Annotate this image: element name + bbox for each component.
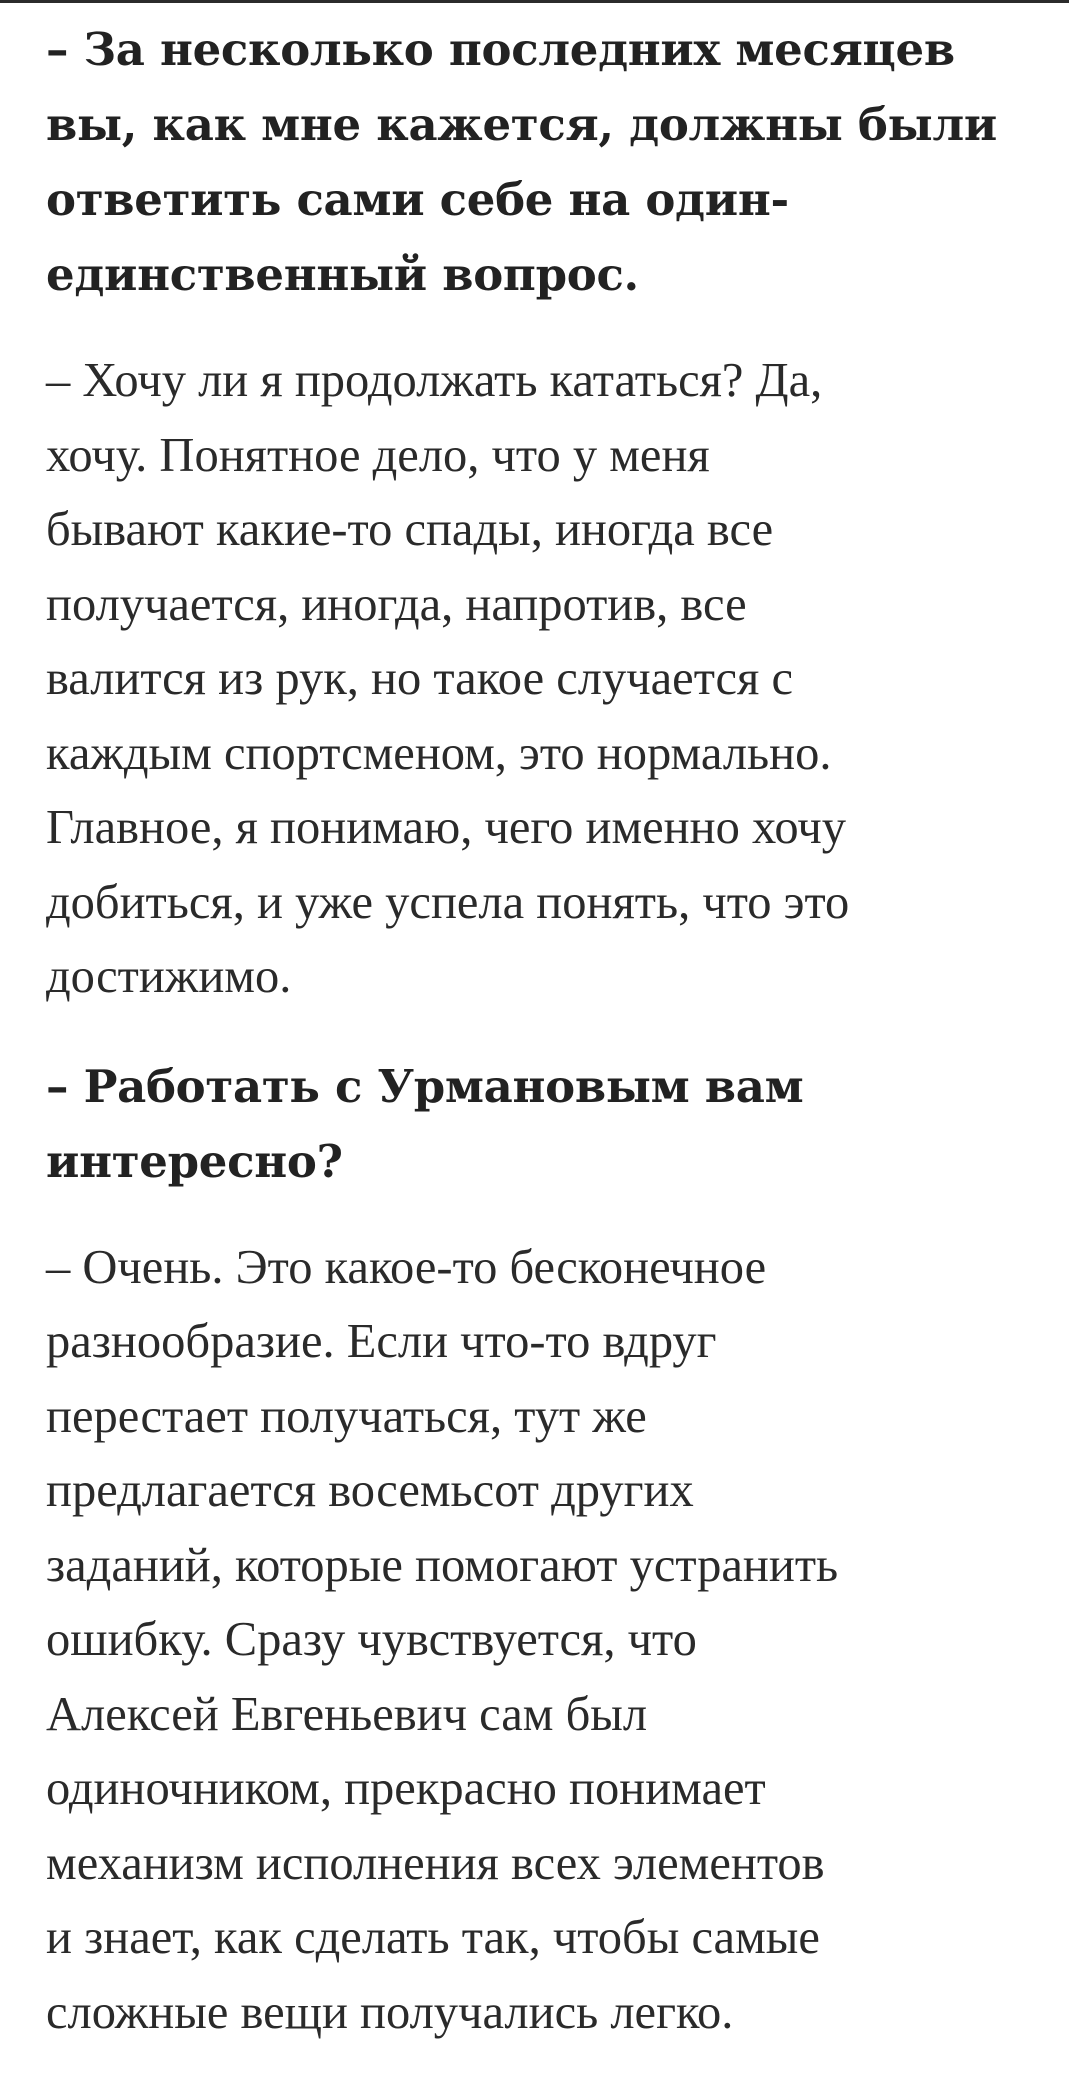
text-line: каждым спортсменом, это нормально.: [46, 726, 832, 780]
text-line: – Хочу ли я продолжать кататься? Да,: [46, 354, 823, 407]
text-line: получается, иногда, напротив, все: [46, 577, 747, 631]
text-line: – За несколько последних месяцев: [46, 23, 955, 76]
text-line: единственный вопрос.: [46, 248, 639, 301]
text-line: сложные вещи получались легко.: [46, 1985, 734, 2039]
text-line: валится из рук, но такое случается с: [46, 652, 793, 705]
text-line: предлагается восемьсот других: [46, 1464, 694, 1517]
text-line: бывают какие-то спады, иногда все: [46, 503, 774, 556]
text-line: достижимо.: [46, 950, 292, 1003]
top-divider: [0, 0, 1069, 3]
text-line: перестает получаться, тут же: [46, 1389, 647, 1443]
text-line: Алексей Евгеньевич сам был: [46, 1687, 648, 1741]
text-line: хочу. Понятное дело, что у меня: [46, 428, 710, 482]
text-line: – Очень. Это какое-то бесконечное: [46, 1240, 767, 1294]
text-line: разнообразие. Если что-то вдруг: [46, 1315, 717, 1368]
text-line: и знает, как сделать так, чтобы самые: [46, 1911, 820, 1964]
text-line: интересно?: [46, 1134, 343, 1188]
text-line: – Работать с Урмановым вам: [46, 1059, 804, 1113]
text-line: одиночником, прекрасно понимает: [46, 1762, 766, 1815]
text-line: Главное, я понимаю, чего именно хочу: [46, 801, 846, 854]
interview-question-1: [46, 12, 1046, 312]
text-line: механизм исполнения всех элементов: [46, 1836, 825, 1890]
text-line: ответить сами себе на один-: [46, 173, 789, 226]
interview-article: [46, 12, 1046, 2084]
text-line: вы, как мне кажется, должны были: [46, 98, 997, 151]
text-line: ошибку. Сразу чувствуется, что: [46, 1613, 697, 1666]
interview-answer-2: [46, 1231, 1046, 2051]
interview-answer-1: [46, 344, 1046, 1015]
text-line: заданий, которые помогают устранить: [46, 1538, 839, 1592]
interview-question-2: [46, 1049, 1046, 1199]
text-line: добиться, и уже успела понять, что это: [46, 875, 850, 929]
